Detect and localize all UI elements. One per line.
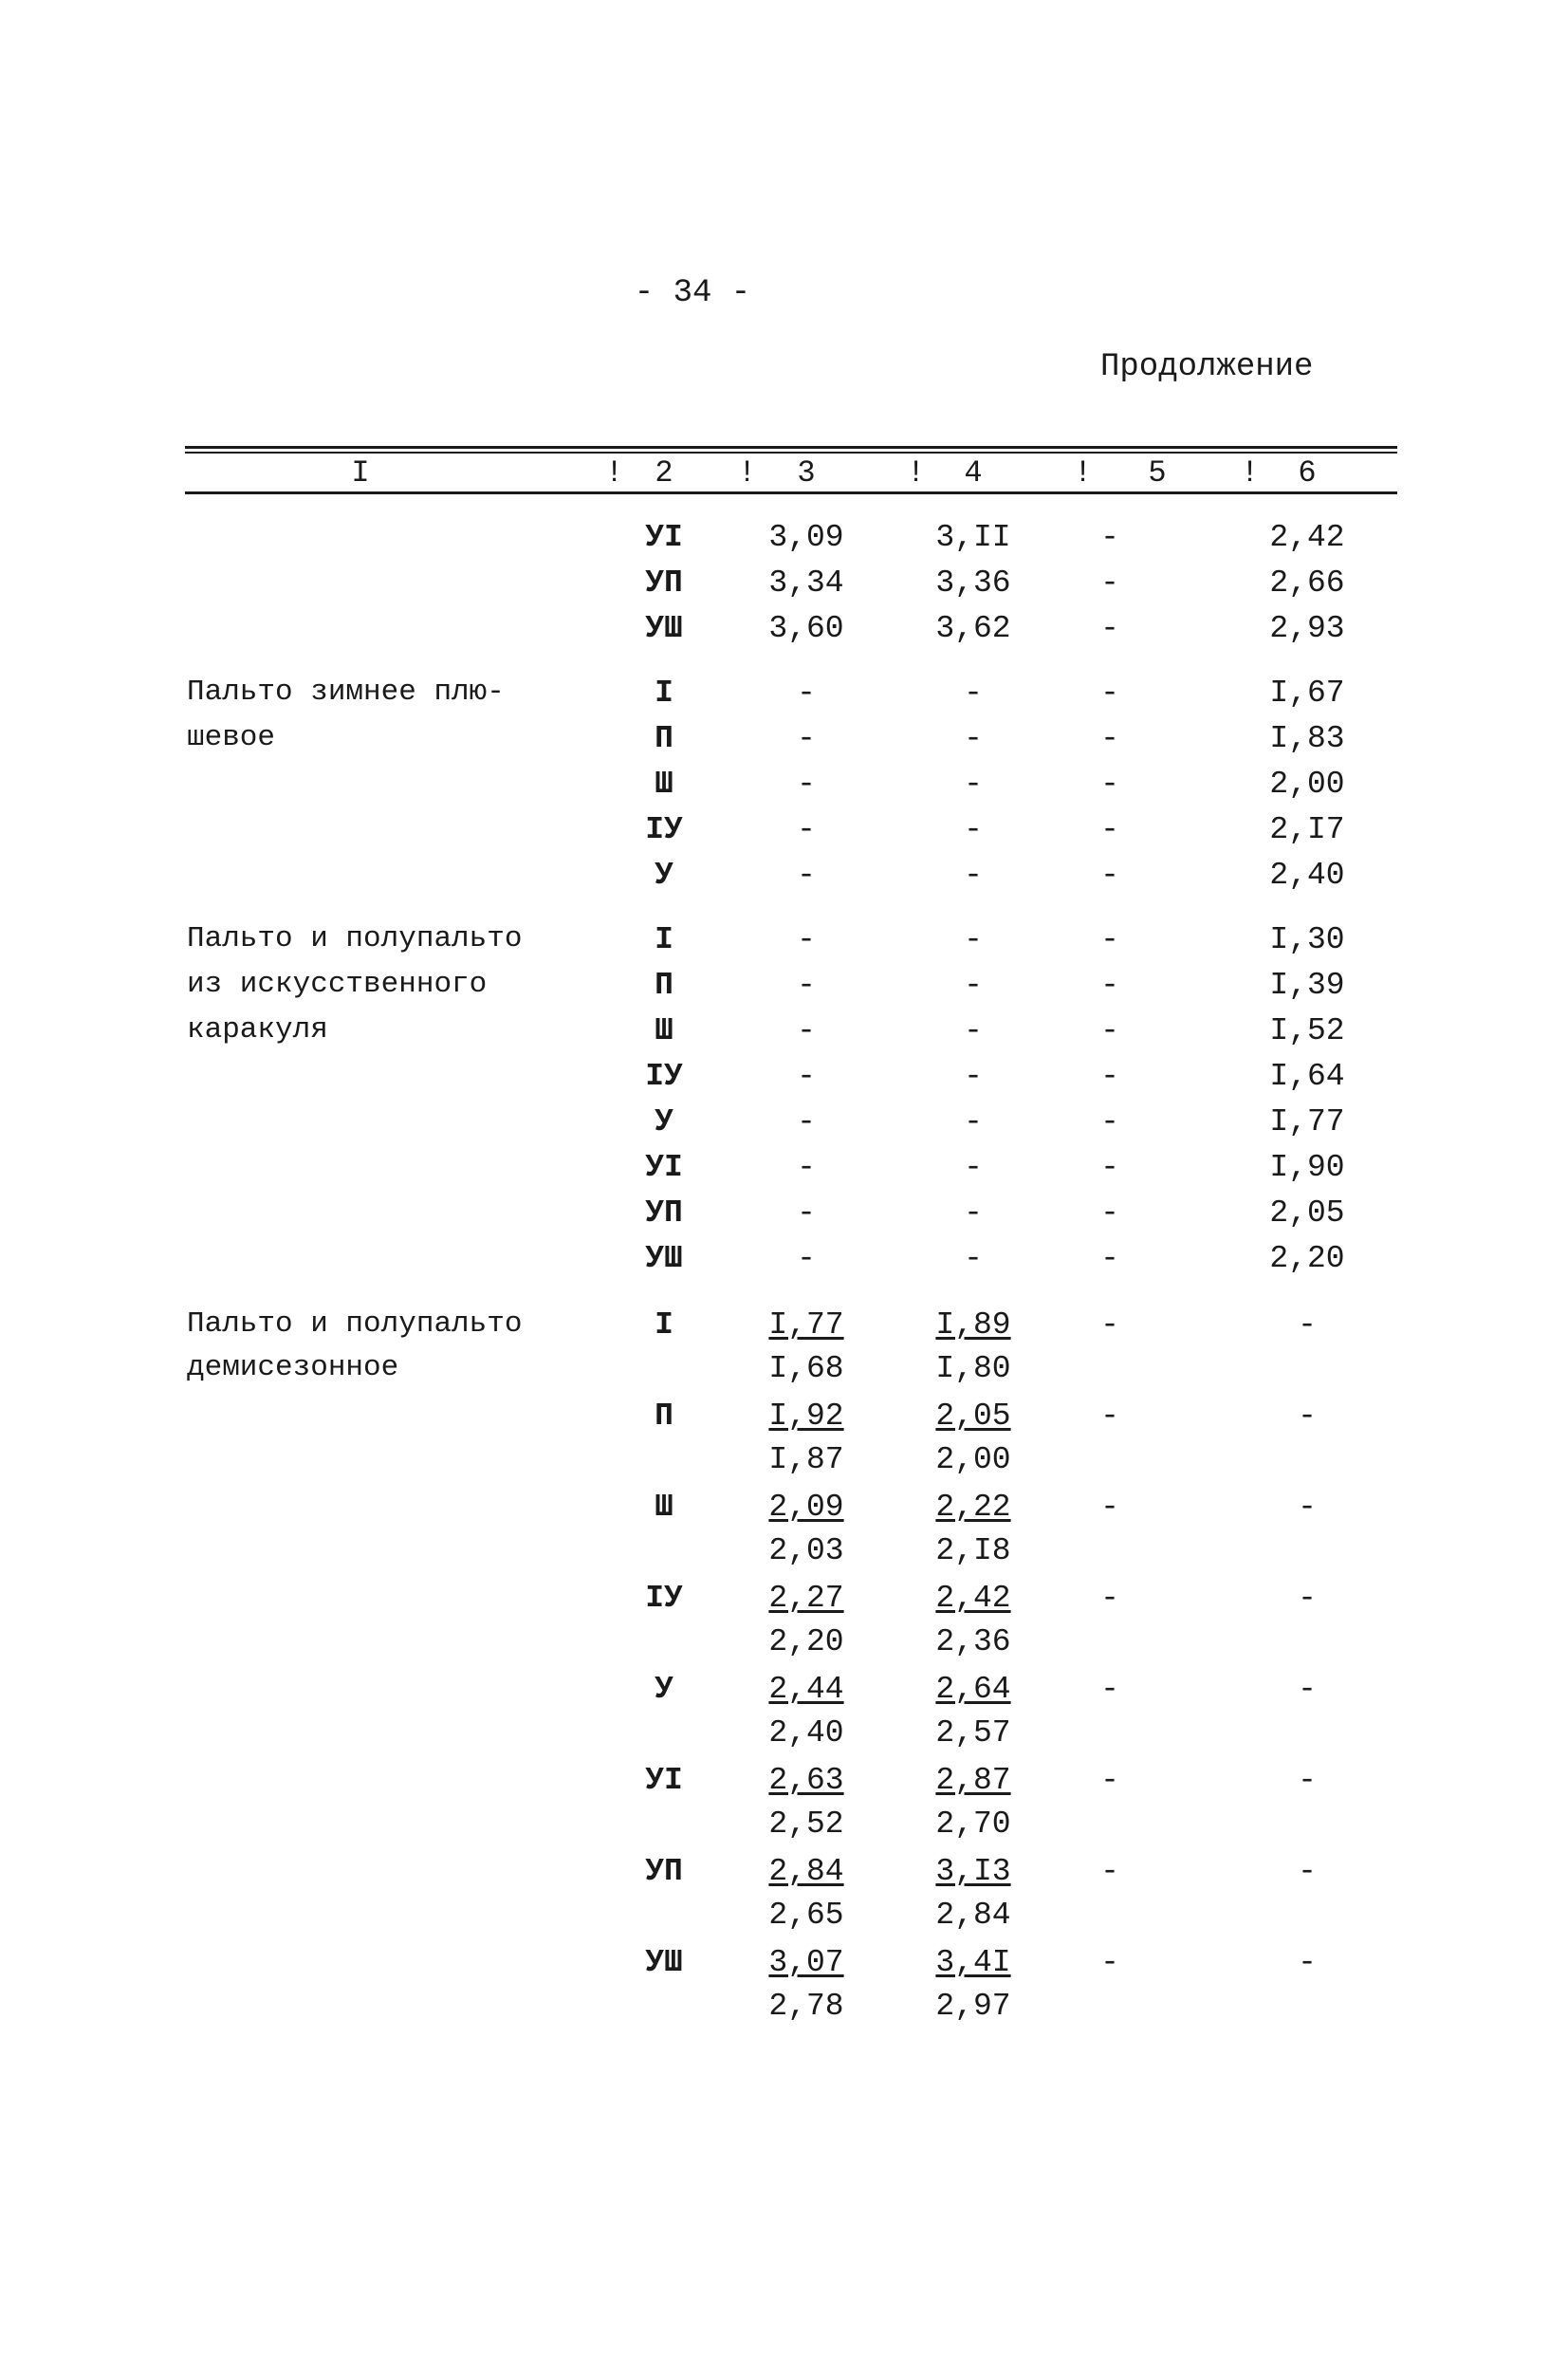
item-name: Пальто и полупальто bbox=[187, 922, 523, 955]
col-3-value: - bbox=[797, 1104, 816, 1139]
col-3-value: I,87 bbox=[768, 1442, 844, 1477]
col-4-value: 2,00 bbox=[935, 1442, 1011, 1477]
col-5-value: - bbox=[1100, 767, 1119, 802]
col-5-value: - bbox=[1100, 1241, 1119, 1276]
grade-cell: УШ bbox=[645, 1241, 683, 1276]
col-5-value: - bbox=[1100, 1195, 1119, 1231]
col-4-value: 3,62 bbox=[935, 611, 1011, 646]
col-3-value: I,68 bbox=[768, 1351, 844, 1386]
col-5-value: - bbox=[1100, 1150, 1119, 1185]
col-3-value: - bbox=[797, 858, 816, 893]
col-6-value: - bbox=[1298, 1399, 1317, 1434]
col-3-value: 2,65 bbox=[768, 1898, 844, 1933]
col-4-value: 3,36 bbox=[935, 565, 1011, 601]
col-3-value: 3,07 bbox=[768, 1945, 844, 1980]
col-3-value: - bbox=[797, 1013, 816, 1048]
col-4-value: - bbox=[964, 1195, 983, 1231]
col-5-value: - bbox=[1100, 721, 1119, 756]
col-3-value: 2,84 bbox=[768, 1854, 844, 1889]
item-name: каракуля bbox=[187, 1013, 328, 1047]
col-6-value: I,30 bbox=[1269, 922, 1345, 957]
col-5-value: - bbox=[1100, 922, 1119, 957]
col-4-value: 2,36 bbox=[935, 1624, 1011, 1659]
col-6-value: 2,05 bbox=[1269, 1195, 1345, 1231]
grade-cell: УI bbox=[645, 1150, 683, 1185]
col-6-value: I,52 bbox=[1269, 1013, 1345, 1048]
col-4-value: 2,42 bbox=[935, 1581, 1011, 1616]
grade-cell: IУ bbox=[645, 1581, 683, 1616]
col-6-value: I,67 bbox=[1269, 676, 1345, 711]
col-3-value: - bbox=[797, 1150, 816, 1185]
col-6-value: 2,40 bbox=[1269, 858, 1345, 893]
col-3-value: - bbox=[797, 1059, 816, 1094]
header-col-2: 2 bbox=[655, 455, 673, 491]
header-col-1: I bbox=[351, 455, 370, 491]
col-5-value: - bbox=[1100, 1945, 1119, 1980]
col-4-value: 2,64 bbox=[935, 1672, 1011, 1707]
col-4-value: - bbox=[964, 721, 983, 756]
grade-cell: УШ bbox=[645, 1945, 683, 1980]
col-5-value: - bbox=[1100, 1399, 1119, 1434]
col-6-value: I,83 bbox=[1269, 721, 1345, 756]
grade-cell: УI bbox=[645, 520, 683, 555]
col-6-value: 2,00 bbox=[1269, 767, 1345, 802]
col-4-value: 2,84 bbox=[935, 1898, 1011, 1933]
item-name: Пальто и полупальто bbox=[187, 1307, 523, 1341]
col-5-value: - bbox=[1100, 1490, 1119, 1525]
header-separator: ! bbox=[907, 455, 926, 491]
header-col-3: 3 bbox=[797, 455, 816, 491]
col-3-value: 2,20 bbox=[768, 1624, 844, 1659]
col-3-value: I,92 bbox=[768, 1399, 844, 1434]
col-3-value: 2,52 bbox=[768, 1806, 844, 1842]
grade-cell: УП bbox=[645, 1854, 683, 1889]
col-4-value: - bbox=[964, 922, 983, 957]
header-bottom-rule bbox=[185, 491, 1397, 494]
grade-cell: П bbox=[655, 1399, 673, 1434]
col-3-value: 2,03 bbox=[768, 1533, 844, 1568]
grade-cell: I bbox=[655, 922, 673, 957]
col-4-value: 2,05 bbox=[935, 1399, 1011, 1434]
col-6-value: - bbox=[1298, 1581, 1317, 1616]
col-4-value: - bbox=[964, 1241, 983, 1276]
header-separator: ! bbox=[1241, 455, 1260, 491]
col-3-value: - bbox=[797, 721, 816, 756]
col-6-value: 2,20 bbox=[1269, 1241, 1345, 1276]
col-4-value: - bbox=[964, 968, 983, 1003]
table-header bbox=[0, 455, 1568, 493]
grade-cell: I bbox=[655, 1307, 673, 1343]
col-3-value: - bbox=[797, 922, 816, 957]
header-separator: ! bbox=[738, 455, 757, 491]
col-4-value: I,80 bbox=[935, 1351, 1011, 1386]
col-4-value: 2,70 bbox=[935, 1806, 1011, 1842]
header-separator: ! bbox=[1074, 455, 1093, 491]
grade-cell: IУ bbox=[645, 1059, 683, 1094]
col-6-value: I,39 bbox=[1269, 968, 1345, 1003]
col-3-value: - bbox=[797, 1195, 816, 1231]
grade-cell: IУ bbox=[645, 812, 683, 847]
header-col-4: 4 bbox=[964, 455, 983, 491]
col-5-value: - bbox=[1100, 1059, 1119, 1094]
col-5-value: - bbox=[1100, 611, 1119, 646]
col-4-value: 2,I8 bbox=[935, 1533, 1011, 1568]
grade-cell: У bbox=[655, 1104, 673, 1139]
col-6-value: 2,I7 bbox=[1269, 812, 1345, 847]
col-3-value: 2,63 bbox=[768, 1763, 844, 1798]
col-6-value: I,77 bbox=[1269, 1104, 1345, 1139]
col-3-value: 2,78 bbox=[768, 1989, 844, 2024]
col-5-value: - bbox=[1100, 858, 1119, 893]
grade-cell: I bbox=[655, 676, 673, 711]
col-3-value: - bbox=[797, 767, 816, 802]
col-5-value: - bbox=[1100, 1307, 1119, 1343]
col-4-value: - bbox=[964, 676, 983, 711]
col-5-value: - bbox=[1100, 812, 1119, 847]
col-5-value: - bbox=[1100, 1104, 1119, 1139]
grade-cell: Ш bbox=[655, 1490, 673, 1525]
col-4-value: 2,87 bbox=[935, 1763, 1011, 1798]
grade-cell: П bbox=[655, 968, 673, 1003]
col-5-value: - bbox=[1100, 1013, 1119, 1048]
col-5-value: - bbox=[1100, 676, 1119, 711]
col-3-value: - bbox=[797, 676, 816, 711]
col-6-value: 2,42 bbox=[1269, 520, 1345, 555]
col-5-value: - bbox=[1100, 565, 1119, 601]
col-3-value: 2,40 bbox=[768, 1715, 844, 1751]
col-6-value: - bbox=[1298, 1307, 1317, 1343]
col-5-value: - bbox=[1100, 1763, 1119, 1798]
col-5-value: - bbox=[1100, 1581, 1119, 1616]
col-6-value: 2,93 bbox=[1269, 611, 1345, 646]
col-3-value: - bbox=[797, 1241, 816, 1276]
col-4-value: - bbox=[964, 767, 983, 802]
col-3-value: 2,09 bbox=[768, 1490, 844, 1525]
col-6-value: I,64 bbox=[1269, 1059, 1345, 1094]
col-4-value: - bbox=[964, 1104, 983, 1139]
col-3-value: 3,34 bbox=[768, 565, 844, 601]
header-col-6: 6 bbox=[1298, 455, 1317, 491]
grade-cell: УП bbox=[645, 565, 683, 601]
col-5-value: - bbox=[1100, 1854, 1119, 1889]
table-top-rule bbox=[185, 446, 1397, 449]
grade-cell: У bbox=[655, 858, 673, 893]
col-6-value: I,90 bbox=[1269, 1150, 1345, 1185]
col-3-value: 2,44 bbox=[768, 1672, 844, 1707]
col-4-value: 2,57 bbox=[935, 1715, 1011, 1751]
col-4-value: 2,22 bbox=[935, 1490, 1011, 1525]
col-4-value: I,89 bbox=[935, 1307, 1011, 1343]
continuation-label: Продолжение bbox=[1100, 349, 1314, 385]
col-4-value: - bbox=[964, 1013, 983, 1048]
item-name: демисезонное bbox=[187, 1351, 399, 1384]
col-6-value: - bbox=[1298, 1672, 1317, 1707]
grade-cell: П bbox=[655, 721, 673, 756]
grade-cell: Ш bbox=[655, 1013, 673, 1048]
page-number: - 34 - bbox=[634, 275, 751, 311]
col-4-value: - bbox=[964, 812, 983, 847]
item-name: шевое bbox=[187, 721, 276, 754]
col-5-value: - bbox=[1100, 520, 1119, 555]
col-3-value: - bbox=[797, 812, 816, 847]
col-6-value: - bbox=[1298, 1945, 1317, 1980]
col-3-value: 3,09 bbox=[768, 520, 844, 555]
col-4-value: 2,97 bbox=[935, 1989, 1011, 2024]
header-col-5: 5 bbox=[1148, 455, 1167, 491]
col-6-value: 2,66 bbox=[1269, 565, 1345, 601]
col-3-value: - bbox=[797, 968, 816, 1003]
col-5-value: - bbox=[1100, 1672, 1119, 1707]
grade-cell: УП bbox=[645, 1195, 683, 1231]
table-top-rule-thin bbox=[185, 452, 1397, 454]
col-4-value: 3,I3 bbox=[935, 1854, 1011, 1889]
grade-cell: УI bbox=[645, 1763, 683, 1798]
col-4-value: 3,II bbox=[935, 520, 1011, 555]
col-5-value: - bbox=[1100, 968, 1119, 1003]
col-6-value: - bbox=[1298, 1854, 1317, 1889]
item-name: из искусственного bbox=[187, 968, 488, 1001]
grade-cell: Ш bbox=[655, 767, 673, 802]
col-6-value: - bbox=[1298, 1490, 1317, 1525]
grade-cell: У bbox=[655, 1672, 673, 1707]
col-4-value: - bbox=[964, 1150, 983, 1185]
item-name: Пальто зимнее плю- bbox=[187, 676, 505, 709]
col-3-value: 2,27 bbox=[768, 1581, 844, 1616]
col-3-value: 3,60 bbox=[768, 611, 844, 646]
grade-cell: УШ bbox=[645, 611, 683, 646]
header-separator: ! bbox=[605, 455, 624, 491]
col-4-value: - bbox=[964, 1059, 983, 1094]
col-4-value: 3,4I bbox=[935, 1945, 1011, 1980]
col-4-value: - bbox=[964, 858, 983, 893]
col-6-value: - bbox=[1298, 1763, 1317, 1798]
col-3-value: I,77 bbox=[768, 1307, 844, 1343]
